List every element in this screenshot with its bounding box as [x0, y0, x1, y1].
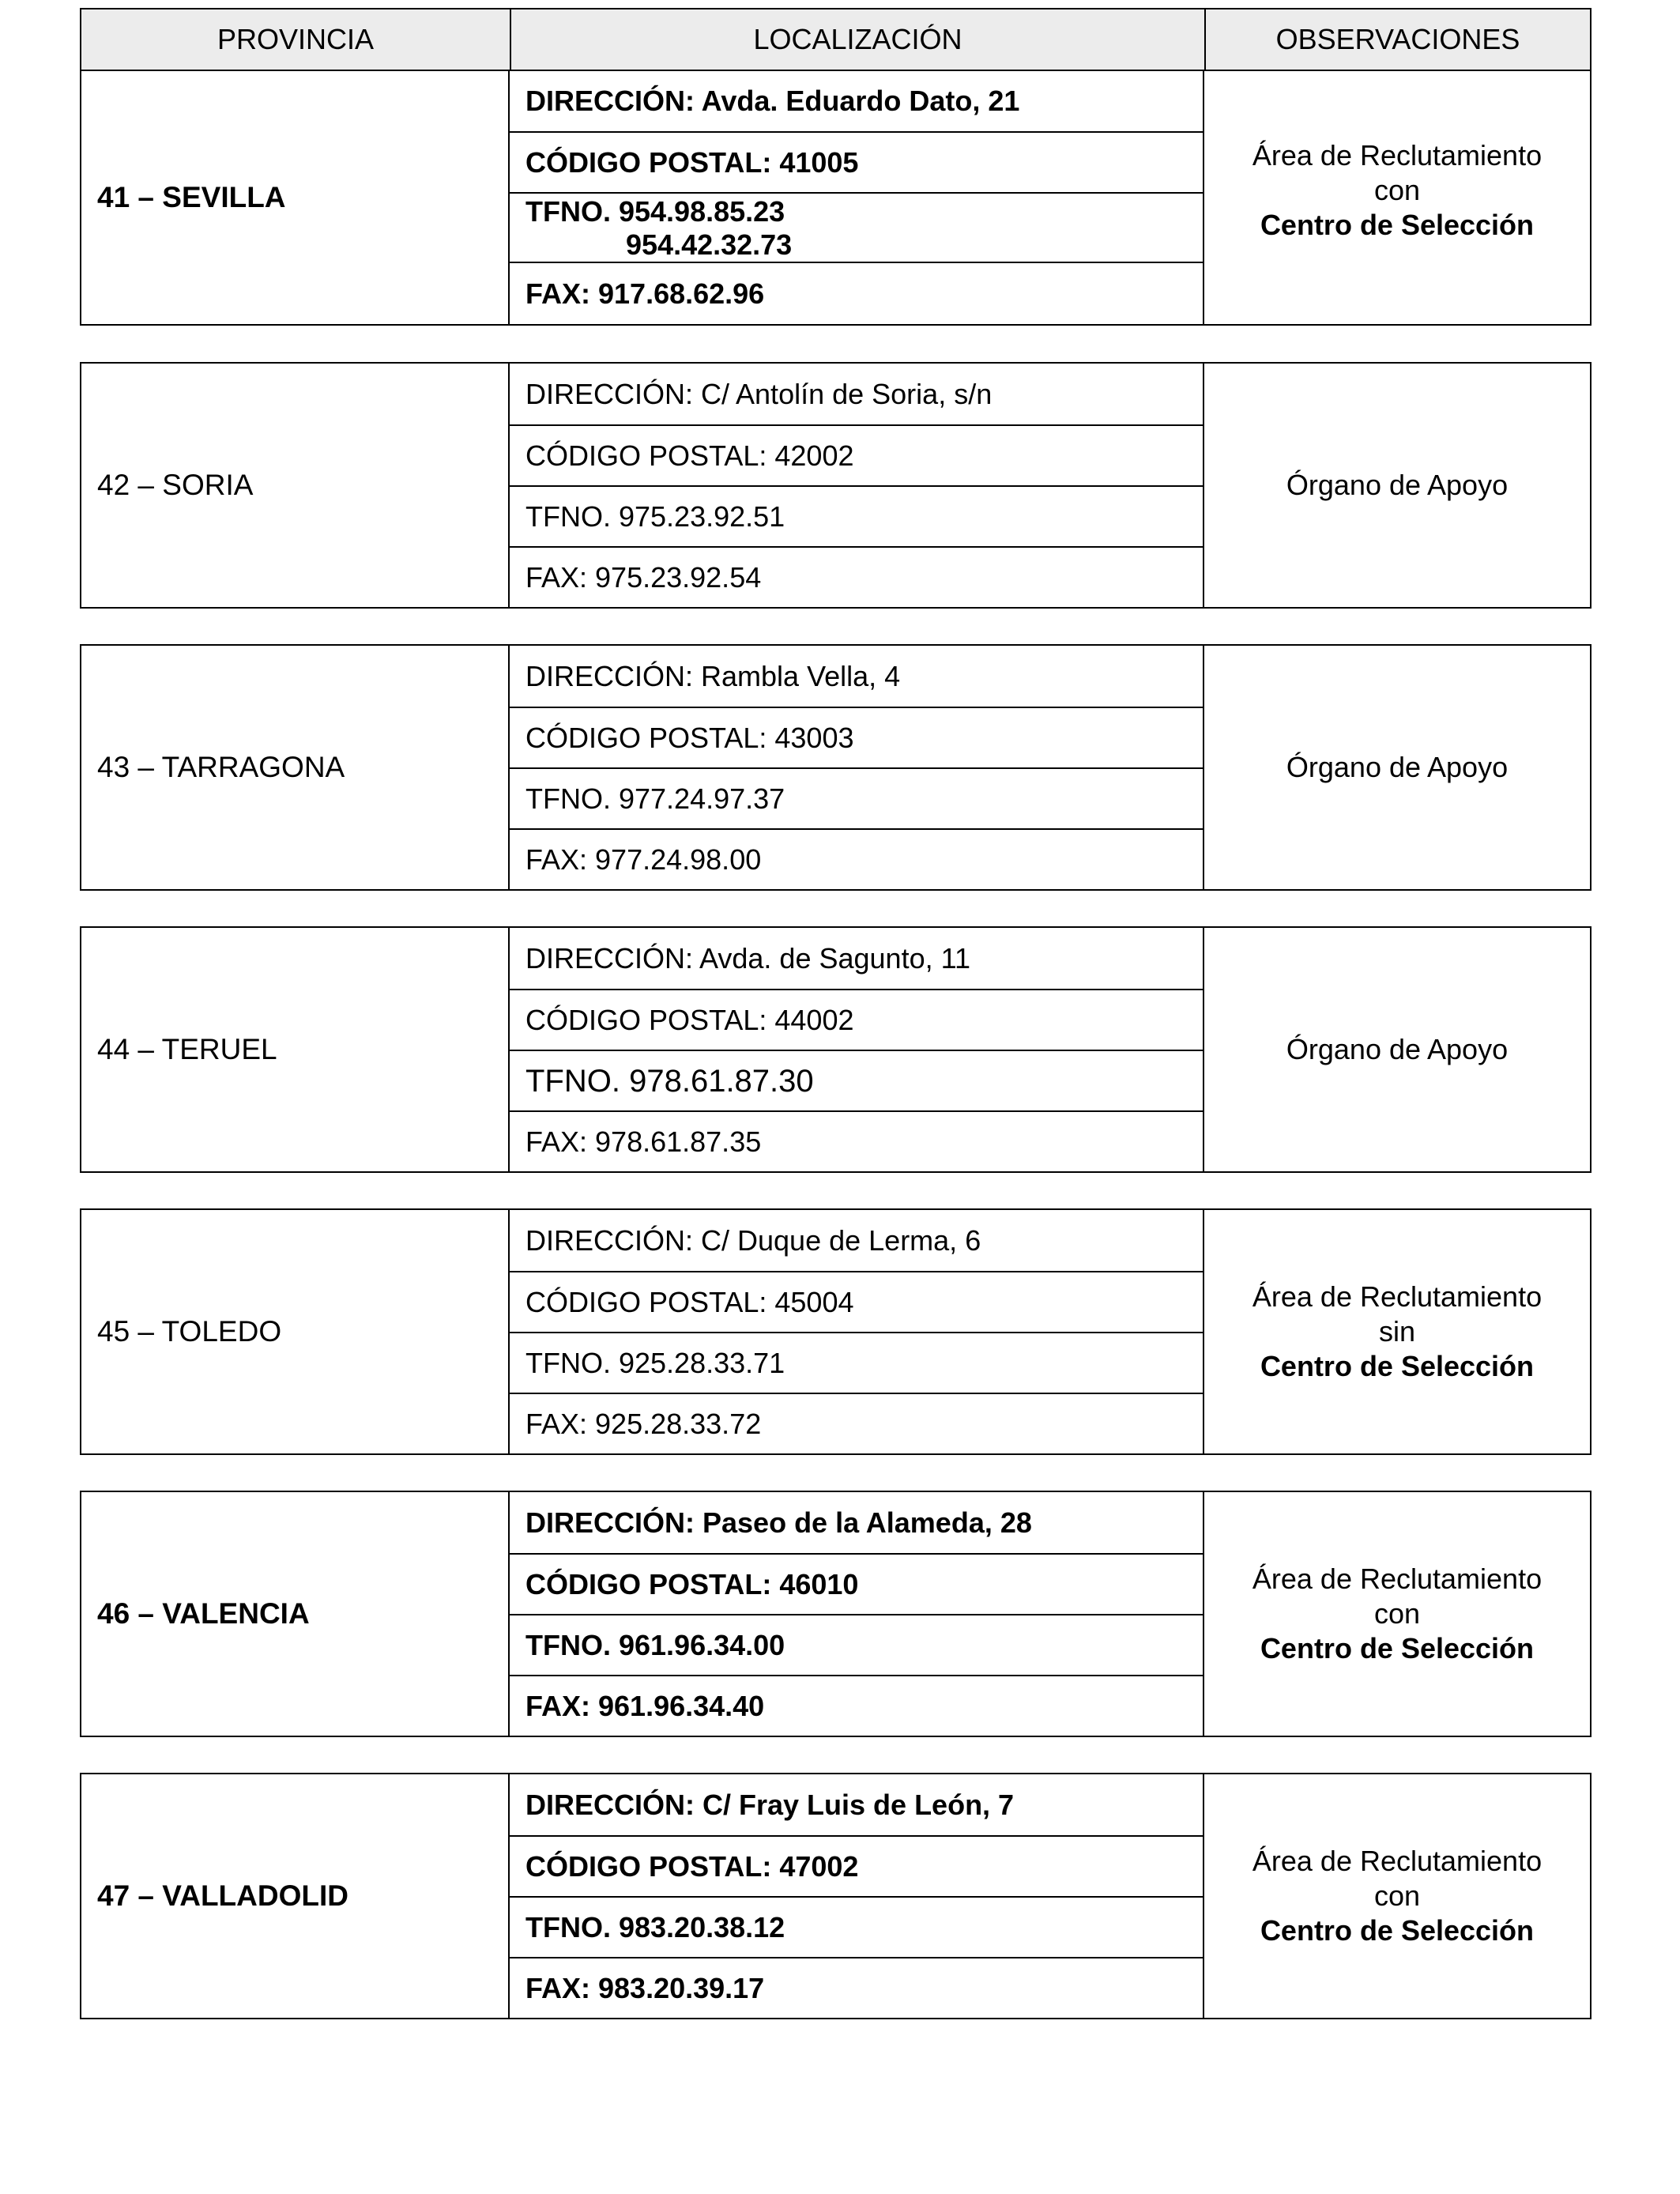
- province-name: 43 – TARRAGONA: [81, 646, 510, 889]
- province-name: 45 – TOLEDO: [81, 1210, 510, 1453]
- phone-line: TFNO. 961.96.34.00: [510, 1614, 1203, 1675]
- observations-cell: [1204, 646, 1590, 889]
- obs-line-1: Área de Reclutamiento: [1252, 1563, 1543, 1595]
- phone-line: TFNO. 983.20.38.12: [510, 1896, 1203, 1957]
- obs-line-3: Centro de Selección: [1260, 1632, 1535, 1664]
- fax-line: FAX: 925.28.33.72: [510, 1393, 1203, 1453]
- postal-code-line: CÓDIGO POSTAL: 45004: [510, 1271, 1203, 1332]
- fax-line: FAX: 978.61.87.35: [510, 1110, 1203, 1171]
- obs-line-2: con: [1373, 1879, 1421, 1912]
- postal-code-line: CÓDIGO POSTAL: 46010: [510, 1553, 1203, 1614]
- address-line: DIRECCIÓN: C/ Fray Luis de León, 7: [525, 1788, 1015, 1821]
- address-line: DIRECCIÓN: C/ Antolín de Soria, s/n: [525, 377, 993, 410]
- obs-line-2: con: [1373, 1597, 1421, 1630]
- location-cell: [510, 928, 1204, 1171]
- phone-number-1: TFNO. 954.98.85.23: [525, 195, 785, 228]
- obs-line-1: Área de Reclutamiento: [1252, 139, 1543, 172]
- observations-cell: [1204, 1210, 1590, 1453]
- address-line: DIRECCIÓN: Paseo de la Alameda, 28: [525, 1506, 1032, 1539]
- province-block-tarragona: [80, 644, 1591, 891]
- fax-line: FAX: 917.68.62.96: [510, 262, 1203, 324]
- phone-line: TFNO. 977.24.97.37: [510, 767, 1203, 828]
- location-cell: [510, 1774, 1204, 2018]
- obs-line-1: Órgano de Apoyo: [1286, 751, 1509, 783]
- address-line: DIRECCIÓN: Avda. Eduardo Dato, 21: [525, 85, 1020, 117]
- observations-cell: [1204, 1492, 1590, 1736]
- phone-line: TFNO. 978.61.87.30: [510, 1050, 1203, 1110]
- province-name: 41 – SEVILLA: [81, 71, 510, 324]
- address-line: DIRECCIÓN: Rambla Vella, 4: [525, 659, 901, 692]
- fax-line: FAX: 961.96.34.40: [510, 1675, 1203, 1736]
- phone-number-2: 954.42.32.73: [626, 228, 793, 261]
- header-observaciones: OBSERVACIONES: [1204, 9, 1590, 70]
- observations-cell: [1204, 1774, 1590, 2018]
- province-name: 46 – VALENCIA: [81, 1492, 510, 1736]
- fax-line: FAX: 983.20.39.17: [510, 1957, 1203, 2018]
- province-block-toledo: [80, 1208, 1591, 1455]
- postal-code-line: CÓDIGO POSTAL: 44002: [510, 989, 1203, 1050]
- location-cell: [510, 646, 1204, 889]
- province-block-valencia: [80, 1491, 1591, 1737]
- observations-cell: [1204, 71, 1590, 324]
- obs-line-2: con: [1373, 174, 1421, 206]
- obs-line-1: Órgano de Apoyo: [1286, 469, 1509, 501]
- province-block-valladolid: [80, 1773, 1591, 2019]
- province-name: 47 – VALLADOLID: [81, 1774, 510, 2018]
- obs-line-1: Órgano de Apoyo: [1286, 1033, 1509, 1065]
- observations-cell: [1204, 928, 1590, 1171]
- obs-line-3: Centro de Selección: [1260, 209, 1535, 241]
- postal-code-line: CÓDIGO POSTAL: 41005: [510, 131, 1203, 192]
- obs-line-3: Centro de Selección: [1260, 1914, 1535, 1947]
- header-provincia: PROVINCIA: [217, 23, 375, 55]
- postal-code-line: CÓDIGO POSTAL: 43003: [510, 707, 1203, 767]
- location-cell: [510, 1492, 1204, 1736]
- province-block-teruel: [80, 926, 1591, 1173]
- location-cell: [510, 364, 1204, 607]
- obs-line-1: Área de Reclutamiento: [1252, 1280, 1543, 1313]
- province-block-sevilla: [80, 70, 1591, 326]
- fax-line: FAX: 977.24.98.00: [510, 828, 1203, 889]
- phone-line: TFNO. 925.28.33.71: [510, 1332, 1203, 1393]
- location-cell: [510, 1210, 1204, 1453]
- phone-line: [510, 192, 1203, 262]
- postal-code-line: CÓDIGO POSTAL: 47002: [510, 1835, 1203, 1896]
- header-localizacion: LOCALIZACIÓN: [510, 9, 1204, 70]
- province-block-soria: [80, 362, 1591, 609]
- obs-line-2: sin: [1378, 1315, 1416, 1348]
- fax-line: FAX: 975.23.92.54: [510, 546, 1203, 607]
- postal-code-line: CÓDIGO POSTAL: 42002: [510, 424, 1203, 485]
- province-name: 42 – SORIA: [81, 364, 510, 607]
- province-name: 44 – TERUEL: [81, 928, 510, 1171]
- address-line: DIRECCIÓN: C/ Duque de Lerma, 6: [525, 1223, 981, 1257]
- phone-line: TFNO. 975.23.92.51: [510, 485, 1203, 546]
- obs-line-3: Centro de Selección: [1260, 1350, 1535, 1382]
- address-line: DIRECCIÓN: Avda. de Sagunto, 11: [525, 941, 970, 974]
- observations-cell: [1204, 364, 1590, 607]
- location-cell: [510, 71, 1204, 324]
- table-header: [80, 8, 1591, 71]
- obs-line-1: Área de Reclutamiento: [1252, 1845, 1543, 1877]
